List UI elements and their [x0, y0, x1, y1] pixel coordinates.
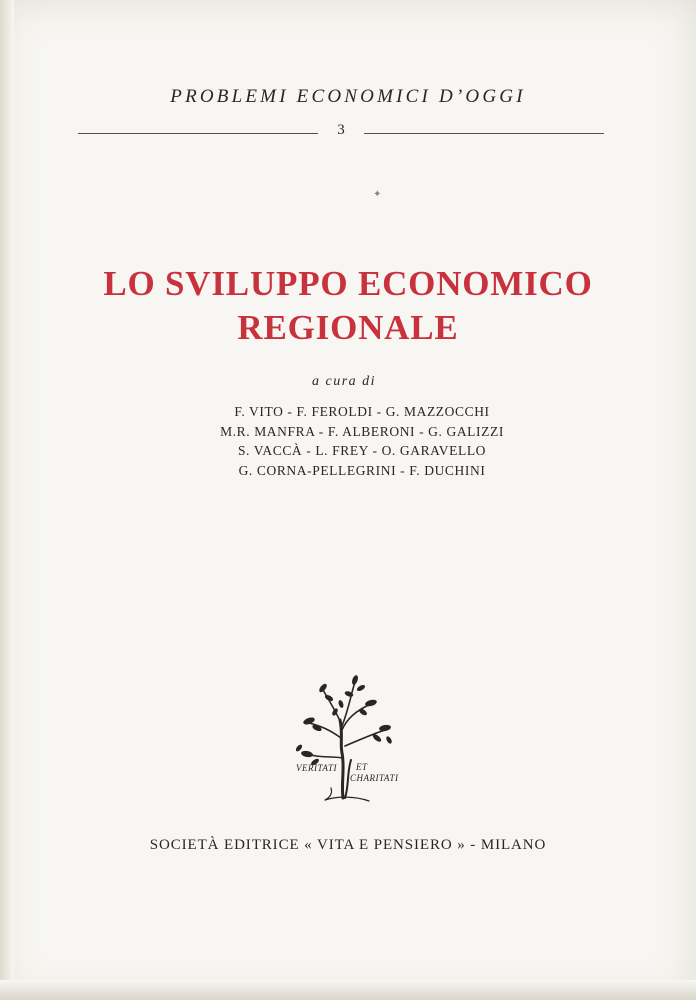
tree-emblem-icon	[285, 668, 405, 818]
authors-line: M.R. MANFRA - F. ALBERONI - G. GALIZZI	[220, 423, 504, 439]
book-title-line-2: REGIONALE	[237, 308, 459, 347]
motto-right-top: ET	[356, 762, 368, 772]
book-title	[0, 262, 696, 350]
authors-list	[0, 402, 696, 480]
publisher: SOCIETÀ EDITRICE « VITA E PENSIERO » - MILANO	[149, 837, 547, 853]
motto-right-bottom: CHARITATI	[350, 773, 399, 783]
motto-right	[350, 762, 399, 783]
authors-line: G. CORNA-PELLEGRINI - F. DUCHINI	[238, 462, 486, 478]
series-title: PROBLEMI ECONOMICI D’OGGI	[170, 86, 526, 107]
rule-left	[78, 133, 318, 134]
ornament-icon: ✦	[373, 189, 382, 200]
book-title-line-1: LO SVILUPPO ECONOMICO	[103, 264, 593, 303]
series-number: 3	[337, 122, 345, 138]
editors-intro: a cura di	[312, 374, 377, 389]
series-rule-row	[78, 120, 604, 146]
motto-left: VERITATI	[296, 763, 337, 773]
authors-line: S. VACCÀ - L. FREY - O. GARAVELLO	[237, 443, 487, 458]
authors-line: F. VITO - F. FEROLDI - G. MAZZOCCHI	[234, 404, 490, 419]
rule-right	[364, 133, 604, 134]
